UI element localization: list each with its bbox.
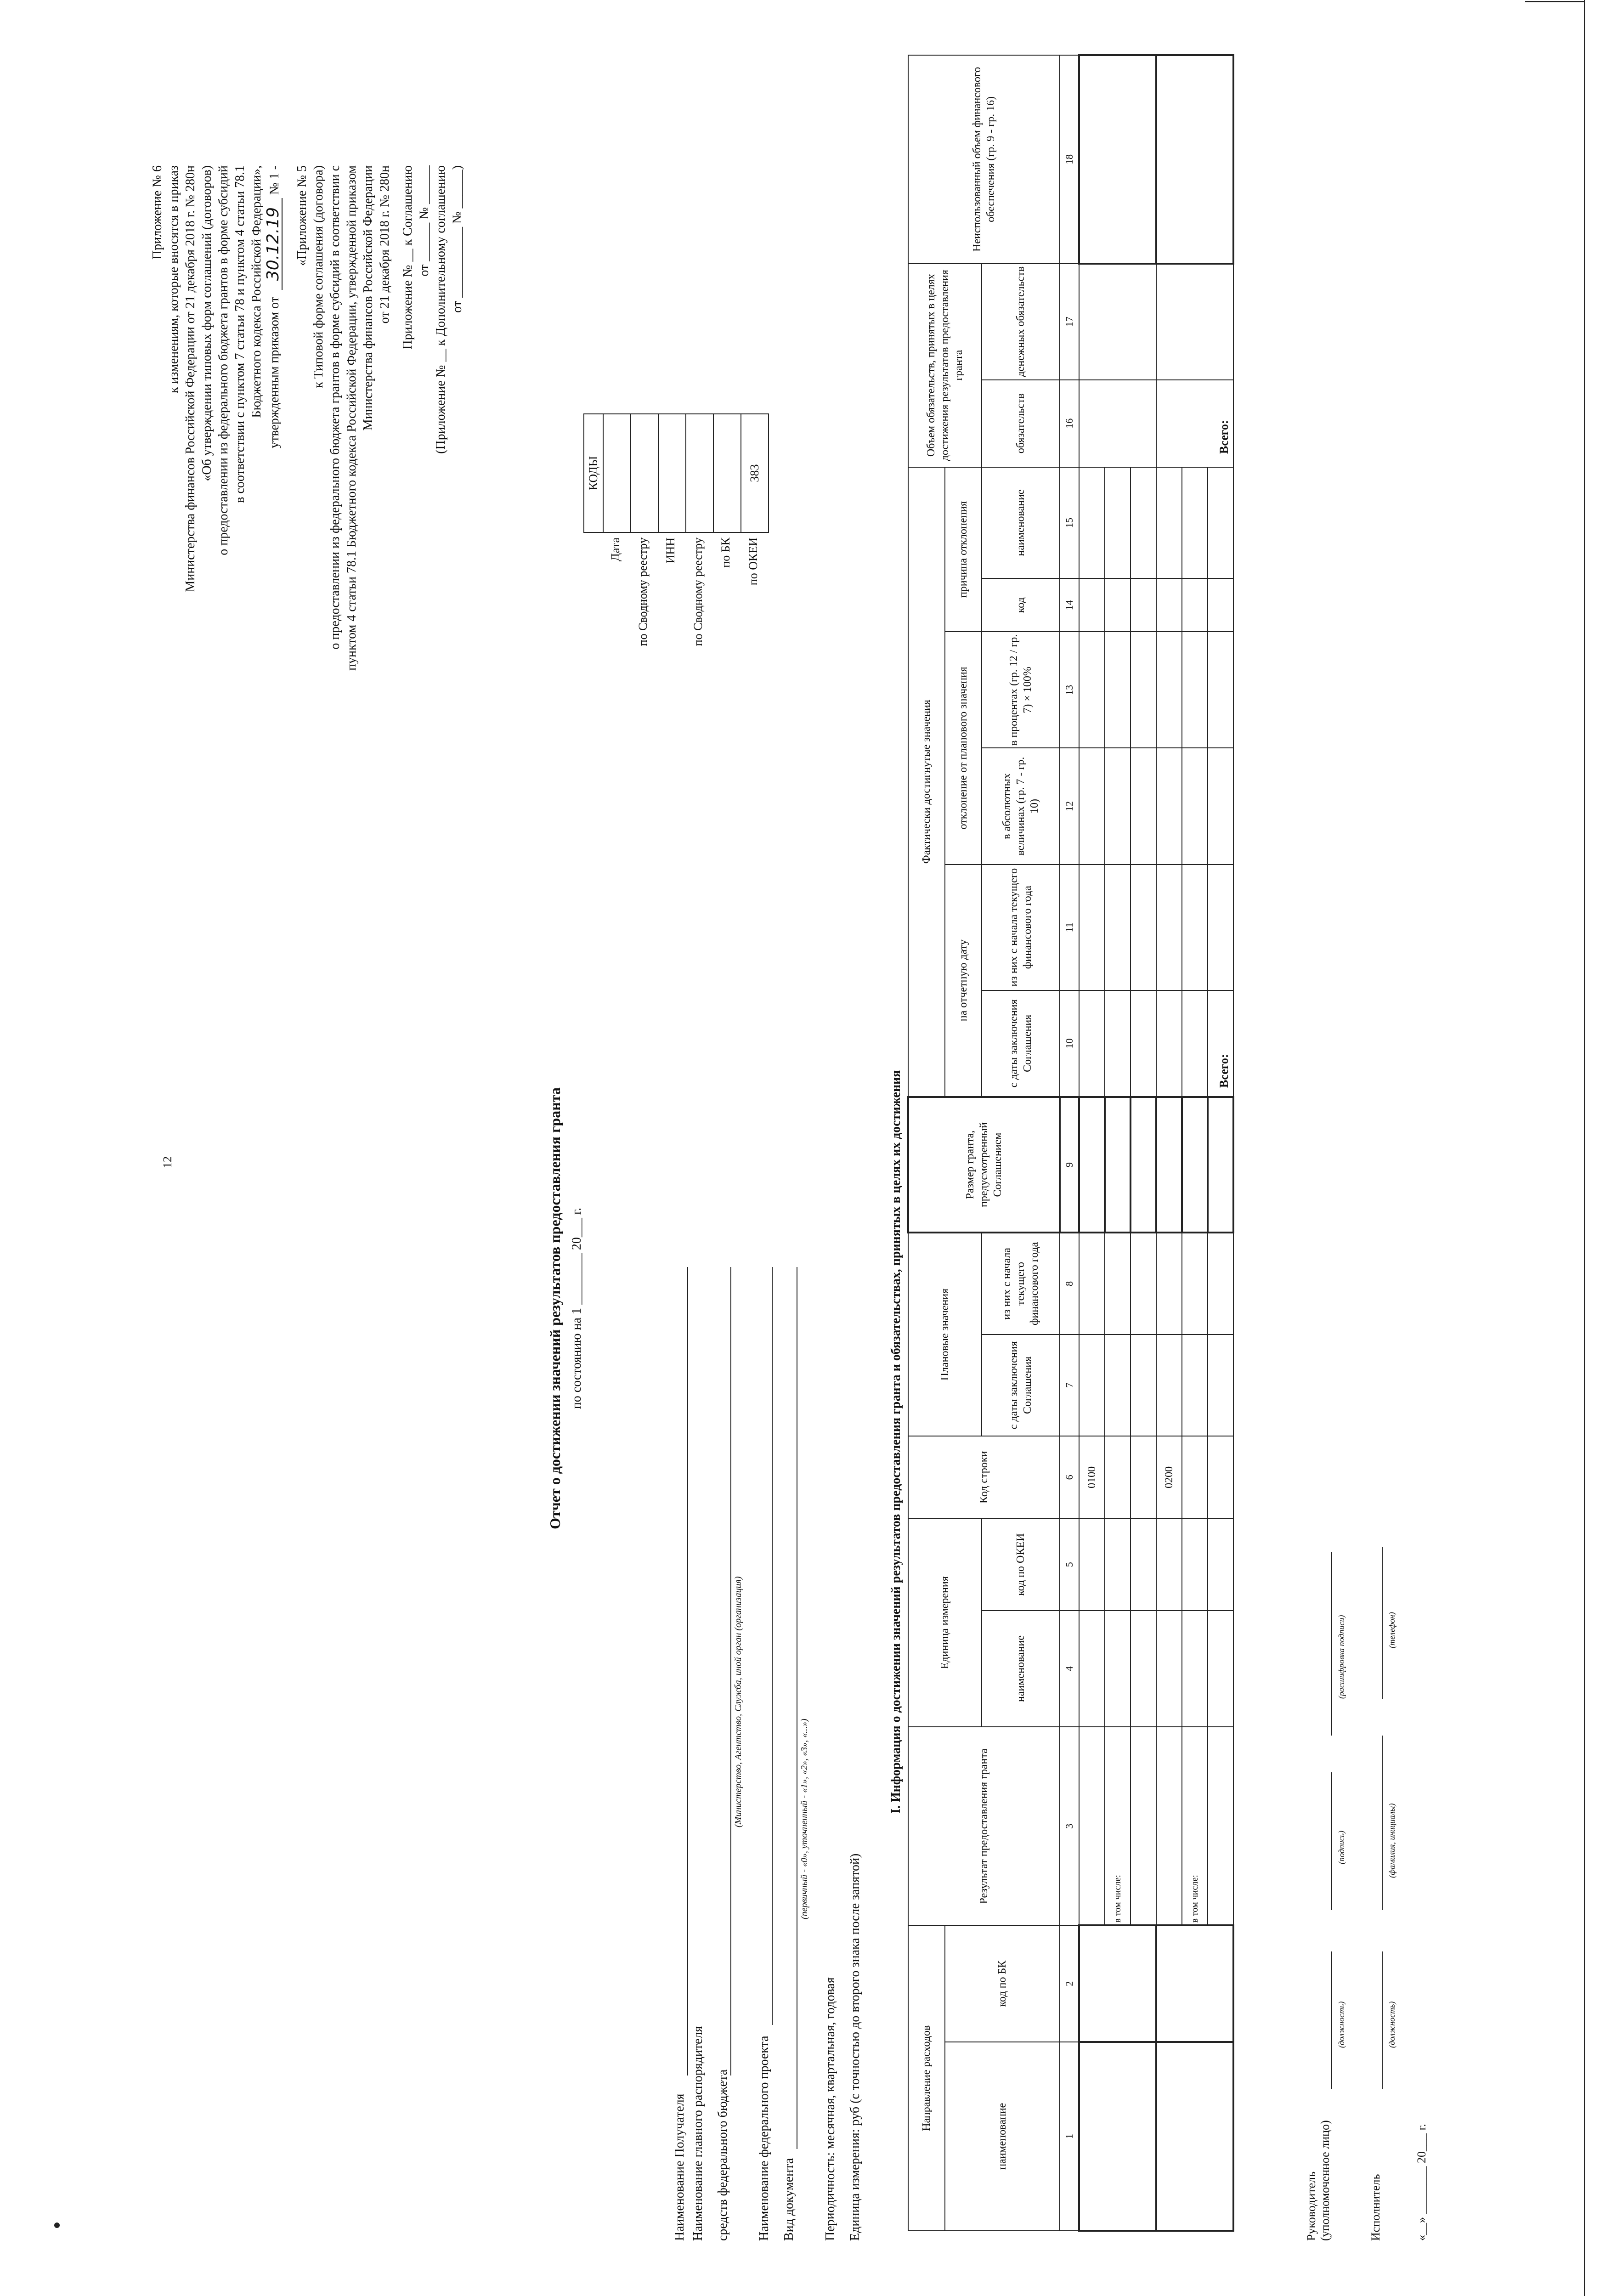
cell[interactable] bbox=[1156, 1335, 1182, 1436]
cell[interactable] bbox=[1131, 1233, 1156, 1335]
field-label-gr-admin: Наименование главного распорядителя bbox=[691, 2026, 705, 2241]
signature-date: «__» ________ 20___ г. bbox=[1415, 2124, 1428, 2241]
cell-in-that-number: в том числе: bbox=[1105, 1727, 1131, 1925]
col-num: 18 bbox=[1060, 55, 1079, 264]
col-num: 8 bbox=[1060, 1233, 1079, 1335]
cell[interactable] bbox=[1156, 865, 1182, 990]
cell[interactable] bbox=[1079, 865, 1105, 990]
th-dev-pct: в процентах (гр. 12 / гр. 7) × 100% bbox=[982, 632, 1060, 748]
cell[interactable] bbox=[1208, 1436, 1233, 1518]
cell-okei[interactable] bbox=[1079, 1518, 1105, 1610]
field-hint-doc-type: (первичный - «0», уточненный - «1», «2», «3», «...») bbox=[799, 1719, 809, 1919]
header-line: о предоставлении из федерального бюджета грантов в форме субсидий в соответствии с bbox=[328, 165, 342, 650]
codes-labels bbox=[602, 537, 767, 721]
header-line: Министерства финансов Российской Федерации bbox=[361, 165, 375, 431]
field-recipient[interactable] bbox=[687, 1267, 688, 2075]
cell[interactable] bbox=[1131, 1611, 1156, 1727]
cell-okei[interactable] bbox=[1156, 1518, 1182, 1610]
th-direction-name: наименование bbox=[945, 2042, 1060, 2231]
cell[interactable] bbox=[1208, 467, 1233, 579]
cell-grant[interactable] bbox=[1131, 1097, 1156, 1233]
th-plan-year: из них с начала текущего финансового года bbox=[982, 1233, 1060, 1335]
code-cell-registry2[interactable] bbox=[686, 414, 713, 532]
column-numbers-row bbox=[1060, 55, 1079, 2231]
approval-number: № 1 - bbox=[267, 165, 282, 195]
cell[interactable] bbox=[1182, 748, 1208, 864]
code-label-date: Дата bbox=[609, 537, 622, 561]
cell-direction-name[interactable] bbox=[1156, 2042, 1233, 2231]
header-line: (Приложение № __ к Дополнительному соглашению bbox=[434, 165, 448, 454]
field-label-unit: Единица измерения: руб (с точностью до второго знака после запятой) bbox=[848, 1853, 862, 2241]
cell[interactable] bbox=[1182, 990, 1208, 1097]
cell[interactable] bbox=[1105, 1518, 1131, 1610]
header-line: «Приложение № 5 bbox=[295, 165, 309, 266]
cell[interactable] bbox=[1156, 990, 1182, 1097]
cell[interactable] bbox=[1182, 865, 1208, 990]
cell[interactable] bbox=[1156, 578, 1182, 632]
code-label-registry2: по Сводному реестру bbox=[691, 537, 705, 646]
header-appendix bbox=[294, 165, 393, 786]
header-line: о предоставлении из федерального бюджета грантов в форме субсидий bbox=[216, 165, 231, 555]
col-num: 16 bbox=[1060, 380, 1079, 467]
col-num: 12 bbox=[1060, 748, 1079, 864]
cell[interactable] bbox=[1105, 1233, 1131, 1335]
cell[interactable] bbox=[1131, 865, 1156, 990]
cell[interactable] bbox=[1182, 1335, 1208, 1436]
th-dev-abs: в абсолютных величинах (гр. 7 - гр. 10) bbox=[982, 748, 1060, 864]
col-num: 14 bbox=[1060, 578, 1079, 632]
header-line: Министерства финансов Российской Федерации от 21 декабря 2018 г. № 280н bbox=[183, 165, 198, 592]
th-money: денежных обязательств bbox=[982, 264, 1060, 380]
cell[interactable] bbox=[1156, 467, 1182, 579]
th-reason-name: наименование bbox=[982, 467, 1060, 579]
cell[interactable] bbox=[1079, 1335, 1105, 1436]
cell-direction-name[interactable] bbox=[1079, 2042, 1156, 2231]
approval-prefix: утвержденным приказом от bbox=[267, 297, 282, 448]
header-line: Приложение № 6 bbox=[150, 165, 164, 260]
th-on-date: на отчетную дату bbox=[945, 865, 982, 1097]
cell[interactable] bbox=[1105, 632, 1131, 748]
cell[interactable] bbox=[1105, 1436, 1131, 1518]
cell-kbk[interactable] bbox=[1079, 1925, 1156, 2042]
col-num: 6 bbox=[1060, 1436, 1079, 1518]
th-unit-name: наименование bbox=[982, 1611, 1060, 1727]
cell-money[interactable] bbox=[1079, 264, 1156, 380]
cell[interactable] bbox=[1182, 467, 1208, 579]
header-amendment bbox=[149, 165, 283, 786]
executor-phone-line[interactable] bbox=[1382, 1547, 1383, 1699]
code-cell-bk[interactable] bbox=[713, 414, 741, 532]
header-line: Приложение № __ к Соглашению bbox=[401, 165, 415, 350]
col-num: 3 bbox=[1060, 1727, 1079, 1925]
th-deviation: отклонение от планового значения bbox=[945, 632, 982, 864]
col-num: 10 bbox=[1060, 990, 1079, 1097]
cell-in-that-number: в том числе: bbox=[1182, 1727, 1208, 1925]
header-line: «Об утверждении типовых форм соглашений (договоров) bbox=[200, 165, 214, 481]
th-fact: Фактически достигнутые значения bbox=[908, 467, 945, 1097]
report-subtitle: по состоянию на 1 ________ 20___ г. bbox=[570, 1207, 584, 1409]
header-line: пунктом 4 статьи 78.1 Бюджетного кодекса Российской Федерации, утвержденной приказом bbox=[345, 165, 359, 671]
cell[interactable] bbox=[1156, 748, 1182, 864]
report-title: Отчет о достижении значений результатов предоставления гранта bbox=[547, 1087, 563, 1529]
th-kbk: код по БК bbox=[945, 1925, 1060, 2042]
code-label-okei: по ОКЕИ bbox=[746, 537, 760, 586]
cell[interactable] bbox=[1208, 1727, 1233, 1925]
th-grant-size: Размер гранта, предусмотренный Соглашением bbox=[908, 1097, 1060, 1233]
cell-grant[interactable] bbox=[1208, 1097, 1233, 1233]
executor-fio-line[interactable] bbox=[1382, 1736, 1383, 1910]
cell[interactable] bbox=[1131, 1727, 1156, 1925]
cell-grant[interactable] bbox=[1182, 1097, 1208, 1233]
header-line: от ______ № ______ bbox=[417, 165, 431, 277]
caption-signature: (подпись) bbox=[1337, 1830, 1346, 1864]
cell[interactable] bbox=[1208, 1611, 1233, 1727]
cell-row-code: 0200 bbox=[1156, 1436, 1182, 1518]
cell[interactable] bbox=[1079, 578, 1105, 632]
caption-fio: (фамилия, инициалы) bbox=[1387, 1803, 1396, 1878]
cell[interactable] bbox=[1208, 865, 1233, 990]
code-cell-inn[interactable] bbox=[658, 414, 686, 532]
cell[interactable] bbox=[1105, 865, 1131, 990]
header-line: к Типовой форме соглашения (договора) bbox=[311, 165, 326, 388]
report-fields bbox=[666, 1138, 866, 2241]
field-hint-gr-admin: (Министерство, Агентство, Служба, иной орган (организация) bbox=[733, 1576, 743, 1827]
col-num: 1 bbox=[1060, 2042, 1079, 2231]
cell[interactable] bbox=[1105, 578, 1131, 632]
cell[interactable] bbox=[1182, 1436, 1208, 1518]
th-oblig: обязательств bbox=[982, 380, 1060, 467]
col-num: 2 bbox=[1060, 1925, 1079, 2042]
th-plan: Плановые значения bbox=[908, 1233, 982, 1436]
th-plan-from: с даты заключения Соглашения bbox=[982, 1335, 1060, 1436]
cell-grant[interactable] bbox=[1105, 1097, 1131, 1233]
field-fed-project[interactable] bbox=[772, 1267, 773, 2025]
cell[interactable] bbox=[1182, 1518, 1208, 1610]
header-agreement bbox=[400, 165, 466, 786]
code-cell-registry[interactable] bbox=[631, 414, 658, 532]
cell[interactable] bbox=[1208, 632, 1233, 748]
cell[interactable] bbox=[1079, 748, 1105, 864]
field-gr-admin[interactable] bbox=[730, 1267, 731, 2075]
col-num: 7 bbox=[1060, 1335, 1079, 1436]
field-label-fed-project: Наименование федерального проекта bbox=[757, 2036, 771, 2241]
col-num: 13 bbox=[1060, 632, 1079, 748]
header-line: Бюджетного кодекса Российской Федерации», bbox=[249, 165, 264, 418]
table-row bbox=[1079, 55, 1105, 2231]
head-title: Руководитель bbox=[1305, 2172, 1318, 2241]
cell[interactable] bbox=[1131, 1335, 1156, 1436]
cell[interactable] bbox=[1131, 1436, 1156, 1518]
codes-table bbox=[583, 413, 769, 533]
cell[interactable] bbox=[1105, 1335, 1131, 1436]
cell-kbk[interactable] bbox=[1156, 1925, 1233, 2042]
th-on-from: с даты заключения Соглашения bbox=[982, 990, 1060, 1097]
cell[interactable] bbox=[1131, 748, 1156, 864]
code-label-bk: по БК bbox=[719, 537, 732, 568]
header-line: в соответствии с пунктом 7 статьи 78 и пунктом 4 статьи 78.1 bbox=[233, 165, 247, 503]
th-on-year: из них с начала текущего финансового года bbox=[982, 865, 1060, 990]
results-table bbox=[907, 54, 1234, 2232]
cell[interactable] bbox=[1079, 1233, 1105, 1335]
cell[interactable] bbox=[1105, 1611, 1131, 1727]
cell[interactable] bbox=[1131, 1518, 1156, 1610]
header-line bbox=[265, 165, 283, 786]
header-line: от 21 декабря 2018 г. № 280н bbox=[378, 165, 392, 324]
caption-position: (должность) bbox=[1387, 2001, 1396, 2048]
col-num: 11 bbox=[1060, 865, 1079, 990]
cell-row-code: 0100 bbox=[1079, 1436, 1105, 1518]
cell-unit-name[interactable] bbox=[1079, 1611, 1105, 1727]
cell[interactable] bbox=[1208, 1335, 1233, 1436]
cell[interactable] bbox=[1105, 467, 1131, 579]
cell[interactable] bbox=[1079, 632, 1105, 748]
cell-unit-name[interactable] bbox=[1156, 1611, 1182, 1727]
cell-grant[interactable] bbox=[1156, 1097, 1182, 1233]
cell-grant[interactable] bbox=[1079, 1097, 1105, 1233]
cell-unused[interactable] bbox=[1156, 55, 1233, 264]
cell[interactable] bbox=[1182, 578, 1208, 632]
code-cell-date[interactable] bbox=[603, 414, 631, 532]
th-unit-okei: код по ОКЕИ bbox=[982, 1518, 1060, 1610]
table-row bbox=[1156, 55, 1182, 2231]
cell[interactable] bbox=[1131, 632, 1156, 748]
head-subtitle: (уполномоченное лицо) bbox=[1318, 2120, 1332, 2241]
codes-header: КОДЫ bbox=[584, 414, 603, 532]
total-label: Всего: bbox=[1217, 1054, 1231, 1088]
cell[interactable] bbox=[1182, 632, 1208, 748]
code-label-inn: ИНН bbox=[664, 537, 677, 564]
th-unused: Неиспользованный объем финансового обеспечения (гр. 9 - гр. 16) bbox=[908, 55, 1060, 264]
cell[interactable] bbox=[1208, 578, 1233, 632]
th-result: Результат предоставления гранта bbox=[908, 1727, 1060, 1925]
th-direction: Направление расходов bbox=[908, 1925, 945, 2231]
signature-block bbox=[1300, 955, 1429, 2241]
total-label-2: Всего: bbox=[1217, 420, 1231, 454]
cell-unused[interactable] bbox=[1079, 55, 1156, 264]
cell[interactable] bbox=[1208, 1233, 1233, 1335]
cell[interactable] bbox=[1131, 578, 1156, 632]
cell[interactable] bbox=[1131, 990, 1156, 1097]
header-line: к изменениям, которые вносятся в приказ bbox=[167, 165, 181, 394]
cell[interactable] bbox=[1105, 990, 1131, 1097]
caption-decode: (расшифровка подписи) bbox=[1337, 1615, 1346, 1699]
section-title: I. Информация о достижении значений результатов предоставления гранта и обязательствах, принятых в целях их достижения bbox=[889, 1070, 903, 1814]
code-cell-okei: 383 bbox=[741, 414, 769, 532]
cell[interactable] bbox=[1182, 1611, 1208, 1727]
cell-result[interactable] bbox=[1156, 1727, 1182, 1925]
cell[interactable] bbox=[1156, 632, 1182, 748]
code-label-registry: по Сводному реестру bbox=[636, 537, 650, 646]
caption-position: (должность) bbox=[1337, 2001, 1346, 2048]
page-number: 12 bbox=[161, 1156, 174, 1168]
col-num: 9 bbox=[1060, 1097, 1079, 1233]
field-label-doc-type: Вид документа bbox=[782, 2158, 796, 2241]
cell[interactable] bbox=[1208, 1518, 1233, 1610]
cell[interactable] bbox=[1079, 467, 1105, 579]
head-label bbox=[1305, 2120, 1332, 2241]
executor-position-line[interactable] bbox=[1382, 1951, 1383, 2089]
field-label-gr-admin-2: средств федерального бюджета bbox=[716, 2069, 730, 2241]
cell[interactable] bbox=[1208, 748, 1233, 864]
handwritten-date: 30.12.19 bbox=[265, 198, 283, 290]
head-signature-line[interactable] bbox=[1331, 1772, 1332, 1910]
header-line: от ___________ № ______) bbox=[450, 165, 464, 313]
cell[interactable] bbox=[1079, 990, 1105, 1097]
th-reason-code: код bbox=[982, 578, 1060, 632]
th-unit: Единица измерения bbox=[908, 1518, 982, 1727]
cell[interactable] bbox=[1156, 1233, 1182, 1335]
head-decode-line[interactable] bbox=[1331, 1552, 1332, 1736]
caption-phone: (телефон) bbox=[1387, 1612, 1396, 1648]
field-label-periodicity: Периодичность: месячная, квартальная, годовая bbox=[823, 1977, 837, 2241]
head-position-line[interactable] bbox=[1331, 1951, 1332, 2089]
col-num: 4 bbox=[1060, 1611, 1079, 1727]
cell-oblig[interactable] bbox=[1079, 380, 1156, 467]
col-num: 17 bbox=[1060, 264, 1079, 380]
cell-money[interactable] bbox=[1156, 264, 1233, 380]
col-num: 15 bbox=[1060, 467, 1079, 579]
cell[interactable] bbox=[1131, 467, 1156, 579]
cell-result[interactable] bbox=[1079, 1727, 1105, 1925]
th-row-code: Код строки bbox=[908, 1436, 1060, 1518]
executor-label: Исполнитель bbox=[1369, 2174, 1382, 2241]
col-num: 5 bbox=[1060, 1518, 1079, 1610]
field-label-recipient: Наименование Получателя bbox=[673, 2093, 687, 2241]
th-reason: причина отклонения bbox=[945, 467, 982, 632]
th-obligations: Объем обязательств, принятых в целях достижения результатов предоставления гранта bbox=[908, 264, 982, 467]
cell[interactable] bbox=[1182, 1233, 1208, 1335]
cell[interactable] bbox=[1105, 748, 1131, 864]
